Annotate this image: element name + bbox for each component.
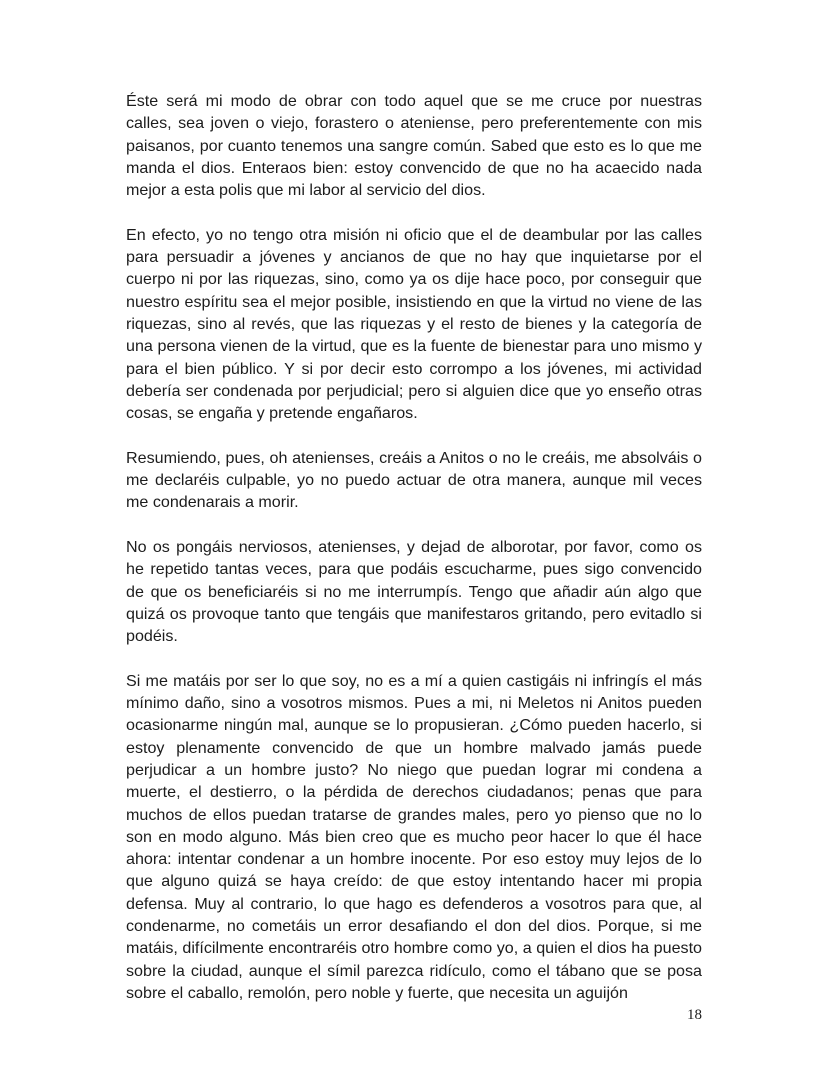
paragraph-4: No os pongáis nerviosos, atenienses, y dejad de alborotar, por favor, como os he repetido tantas veces, para que podáis escucharme, pues sigo convencido de que os beneficiaréis si no me interrumpís. Tengo que añadir aún algo que quizá os provoque tanto que tengáis que manifestaros gritando, pero evitadlo si podéis. [126,537,702,646]
page-number: 18 [687,1007,702,1023]
body-text [126,90,702,1004]
paragraph-5: Si me matáis por ser lo que soy, no es a mí a quien castigáis ni infringís el más mínimo daño, sino a vosotros mismos. Pues a mi, ni Meletos ni Anitos pueden ocasionarme ningún mal, aunque se lo propusieran. ¿Cómo pueden hacerlo, si estoy plenamente convencido de que un hombre malvado jamás puede perjudicar a un hombre justo? No niego que puedan lograr mi condena a muerte, el destierro, o la pérdida de derechos ciudadanos; penas que para muchos de ellos puedan tratarse de grandes males, pero yo pienso que no lo son en modo alguno. Más bien creo que es mucho peor hacer lo que él hace ahora: intentar condenar a un hombre inocente. Por eso estoy muy lejos de lo que alguno quizá se haya creído: de que estoy intentando hacer mi propia defensa. Muy al contrario, lo que hago es defenderos a vosotros para que, al condenarme, no cometáis un error desafiando el don del dios. Porque, si me matáis, difícilmente encontraréis otro hombre como yo, a quien el dios ha puesto sobre la ciudad, aunque el símil parezca ridículo, como el tábano que se posa sobre el caballo, remolón, pero noble y fuerte, que necesita un aguijón [126,671,702,1002]
paragraph-1: Éste será mi modo de obrar con todo aquel que se me cruce por nuestras calles, sea joven o viejo, forastero o ateniense, pero preferentemente con mis paisanos, por cuanto tenemos una sangre común. Sabed que esto es lo que me manda el dios. Enteraos bien: estoy convencido de que no ha acaecido nada mejor a esta polis que mi labor al servicio del dios. [126,92,702,200]
paragraph-2: En efecto, yo no tengo otra misión ni oficio que el de deambular por las calles para persuadir a jóvenes y ancianos de que no hay que inquietarse por el cuerpo ni por las riquezas, sino, como ya os dije hace poco, por conseguir que nuestro espíritu sea el mejor posible, insistiendo en que la virtud no viene de las riquezas, sino al revés, que las riquezas y el resto de bienes y la categoría de una persona vienen de la virtud, que es la fuente de bienestar para uno mismo y para el bien público. Y si por decir esto corrompo a los jóvenes, mi actividad debería ser condenada por perjudicial; pero si alguien dice que yo enseño otras cosas, se engaña y pretende engañaros. [126,225,702,423]
paragraph-3: Resumiendo, pues, oh atenienses, creáis a Anitos o no le creáis, me absolváis o me declaréis culpable, yo no puedo actuar de otra manera, aunque mil veces me condenarais a morir. [126,448,702,512]
